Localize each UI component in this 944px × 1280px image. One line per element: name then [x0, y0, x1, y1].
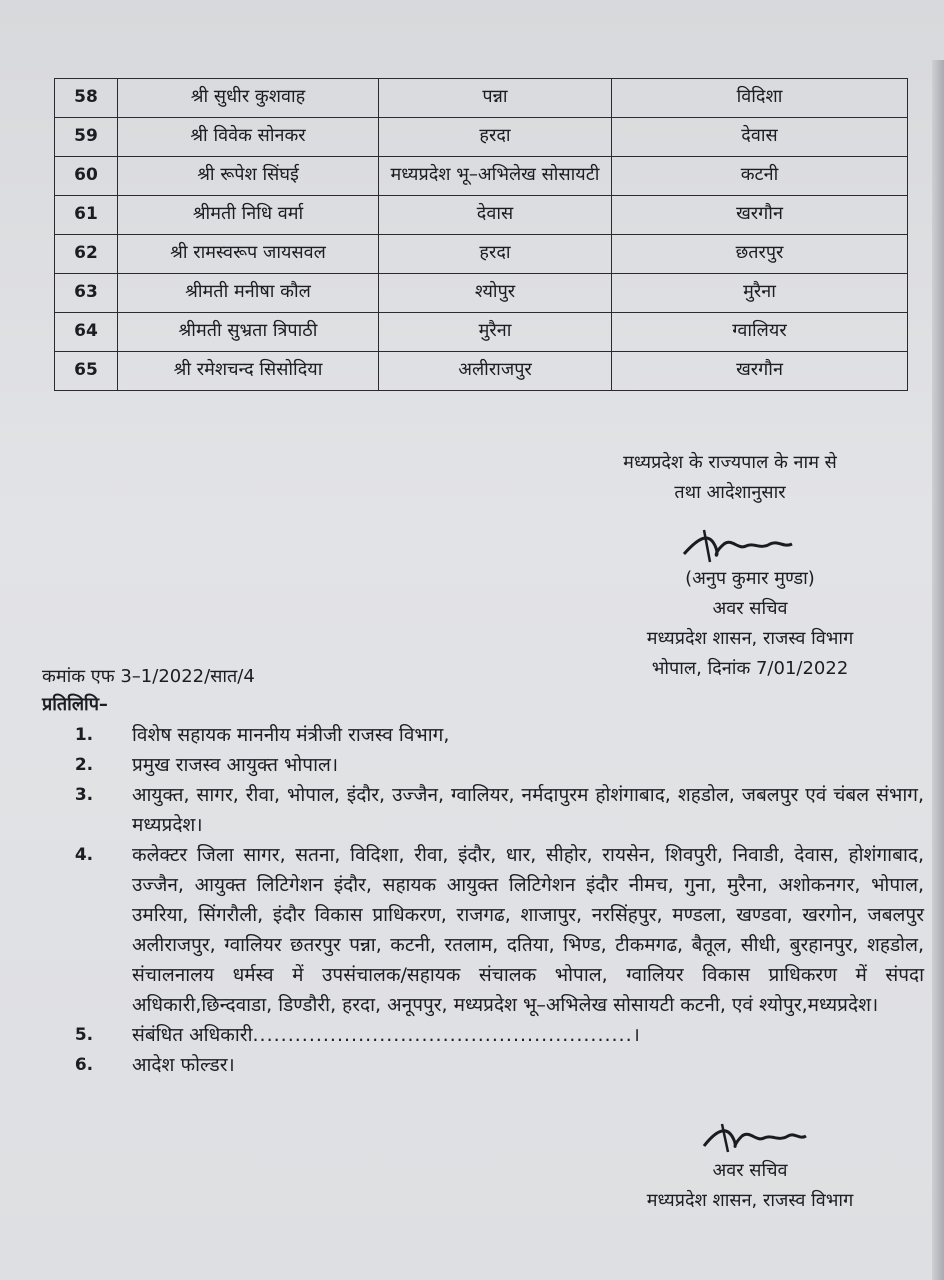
current-posting: अलीराजपुर — [379, 352, 612, 391]
authority-block — [560, 448, 900, 508]
list-text: प्रमुख राजस्व आयुक्त भोपाल। — [132, 754, 339, 776]
signatory-block — [600, 564, 900, 684]
new-posting: देवास — [612, 118, 908, 157]
table-row — [55, 352, 908, 391]
copy-to-label: प्रतिलिपि– — [42, 694, 108, 715]
list-number: 6. — [74, 1055, 94, 1075]
officer-name: श्रीमती सुभ्रता त्रिपाठी — [118, 313, 379, 352]
new-posting: ग्वालियर — [612, 313, 908, 352]
signature-icon — [680, 526, 800, 566]
list-item — [36, 750, 924, 780]
officer-name: श्रीमती निधि वर्मा — [118, 196, 379, 235]
serial-number: 59 — [55, 118, 118, 157]
officer-name: श्री विवेक सोनकर — [118, 118, 379, 157]
dotted-fill: ......................................................। — [252, 1024, 641, 1046]
list-item — [36, 1050, 924, 1080]
current-posting: श्योपुर — [379, 274, 612, 313]
officer-name: श्री रामस्वरूप जायसवल — [118, 235, 379, 274]
list-text: आयुक्त, सागर, रीवा, भोपाल, इंदौर, उज्जैन, ग्वालियर, नर्मदापुरम होशंगाबाद, शहडोल, जबलपुर एवं चंबल संभाग, मध्यप्रदेश। — [132, 784, 924, 836]
authority-line: मध्यप्रदेश के राज्यपाल के नाम से — [623, 452, 837, 473]
serial-number: 64 — [55, 313, 118, 352]
list-text: विशेष सहायक माननीय मंत्रीजी राजस्व विभाग, — [132, 724, 450, 746]
list-number: 3. — [74, 785, 94, 805]
current-posting: मध्यप्रदेश भू–अभिलेख सोसायटी — [379, 157, 612, 196]
new-posting: विदिशा — [612, 79, 908, 118]
table-row — [55, 235, 908, 274]
order-number: कमांक एफ 3–1/2022/सात/4 — [42, 666, 255, 687]
copy-list — [36, 720, 924, 1080]
signatory-designation: अवर सचिव — [712, 598, 788, 619]
table-row — [55, 79, 908, 118]
new-posting: मुरैना — [612, 274, 908, 313]
new-posting: खरगौन — [612, 196, 908, 235]
list-item — [36, 840, 924, 1020]
serial-number: 61 — [55, 196, 118, 235]
officer-name: श्रीमती मनीषा कौल — [118, 274, 379, 313]
serial-number: 62 — [55, 235, 118, 274]
serial-number: 65 — [55, 352, 118, 391]
table-row — [55, 313, 908, 352]
list-text: कलेक्टर जिला सागर, सतना, विदिशा, रीवा, इंदौर, धार, सीहोर, रायसेन, शिवपुरी, निवाडी, देवास, होशंगाबाद, उज्जैन, आयुक्त लिटिगेशन इंदौर, सहायक आयुक्त लिटिगेशन इंदौर नीमच, गुना, मुरैना, अशोकनगर, भोपाल, उमरिया, सिंगरौली, इंदौर विकास प्राधिकरण, राजगढ, शाजापुर, नरसिंहपुर, मण्डला, खण्डवा, खरगोन, जबलपुर अलीराजपुर, ग्वालियर छतरपुर पन्ना, कटनी, रतलाम, दतिया, भिण्ड, टीकमगढ, बैतूल, सीधी, बुरहानपुर, शहडोल, संचालनालय धर्मस्व में उपसंचालक/सहायक संचालक भोपाल, ग्वालियर विकास प्राधिकरण में संपदा अधिकारी,छिन्दवाडा, डिण्डौरी, हरदा, अनूपपुर, मध्यप्रदेश भू–अभिलेख सोसायटी कटनी, एवं श्योपुर,मध्यप्रदेश। — [132, 844, 924, 1016]
signature-icon — [700, 1120, 810, 1156]
page-edge-shadow — [932, 60, 944, 1280]
list-item — [36, 1020, 924, 1050]
signatory-block-2 — [600, 1156, 900, 1216]
new-posting: छतरपुर — [612, 235, 908, 274]
serial-number: 58 — [55, 79, 118, 118]
officer-name: श्री रमेशचन्द सिसोदिया — [118, 352, 379, 391]
new-posting: कटनी — [612, 157, 908, 196]
table-row — [55, 157, 908, 196]
list-number: 4. — [74, 845, 94, 865]
signatory-name: (अनुप कुमार मुण्डा) — [685, 568, 815, 589]
list-number: 5. — [74, 1025, 94, 1045]
current-posting: देवास — [379, 196, 612, 235]
list-item — [36, 720, 924, 750]
list-number: 1. — [74, 725, 94, 745]
transfer-table — [54, 78, 908, 391]
officer-name: श्री रूपेश सिंघई — [118, 157, 379, 196]
list-item — [36, 780, 924, 840]
table-row — [55, 196, 908, 235]
signatory-department: मध्यप्रदेश शासन, राजस्व विभाग — [646, 1190, 854, 1211]
serial-number: 63 — [55, 274, 118, 313]
authority-line: तथा आदेशानुसार — [674, 482, 786, 503]
place-date: भोपाल, दिनांक 7/01/2022 — [651, 658, 849, 679]
current-posting: मुरैना — [379, 313, 612, 352]
serial-number: 60 — [55, 157, 118, 196]
current-posting: हरदा — [379, 235, 612, 274]
officer-name: श्री सुधीर कुशवाह — [118, 79, 379, 118]
list-text: आदेश फोल्डर। — [132, 1054, 235, 1076]
new-posting: खरगौन — [612, 352, 908, 391]
table-row — [55, 274, 908, 313]
current-posting: पन्ना — [379, 79, 612, 118]
list-number: 2. — [74, 755, 94, 775]
list-text: संबंधित अधिकारी — [132, 1024, 253, 1046]
table-row — [55, 118, 908, 157]
current-posting: हरदा — [379, 118, 612, 157]
signatory-designation: अवर सचिव — [712, 1160, 788, 1181]
signatory-department: मध्यप्रदेश शासन, राजस्व विभाग — [646, 628, 854, 649]
